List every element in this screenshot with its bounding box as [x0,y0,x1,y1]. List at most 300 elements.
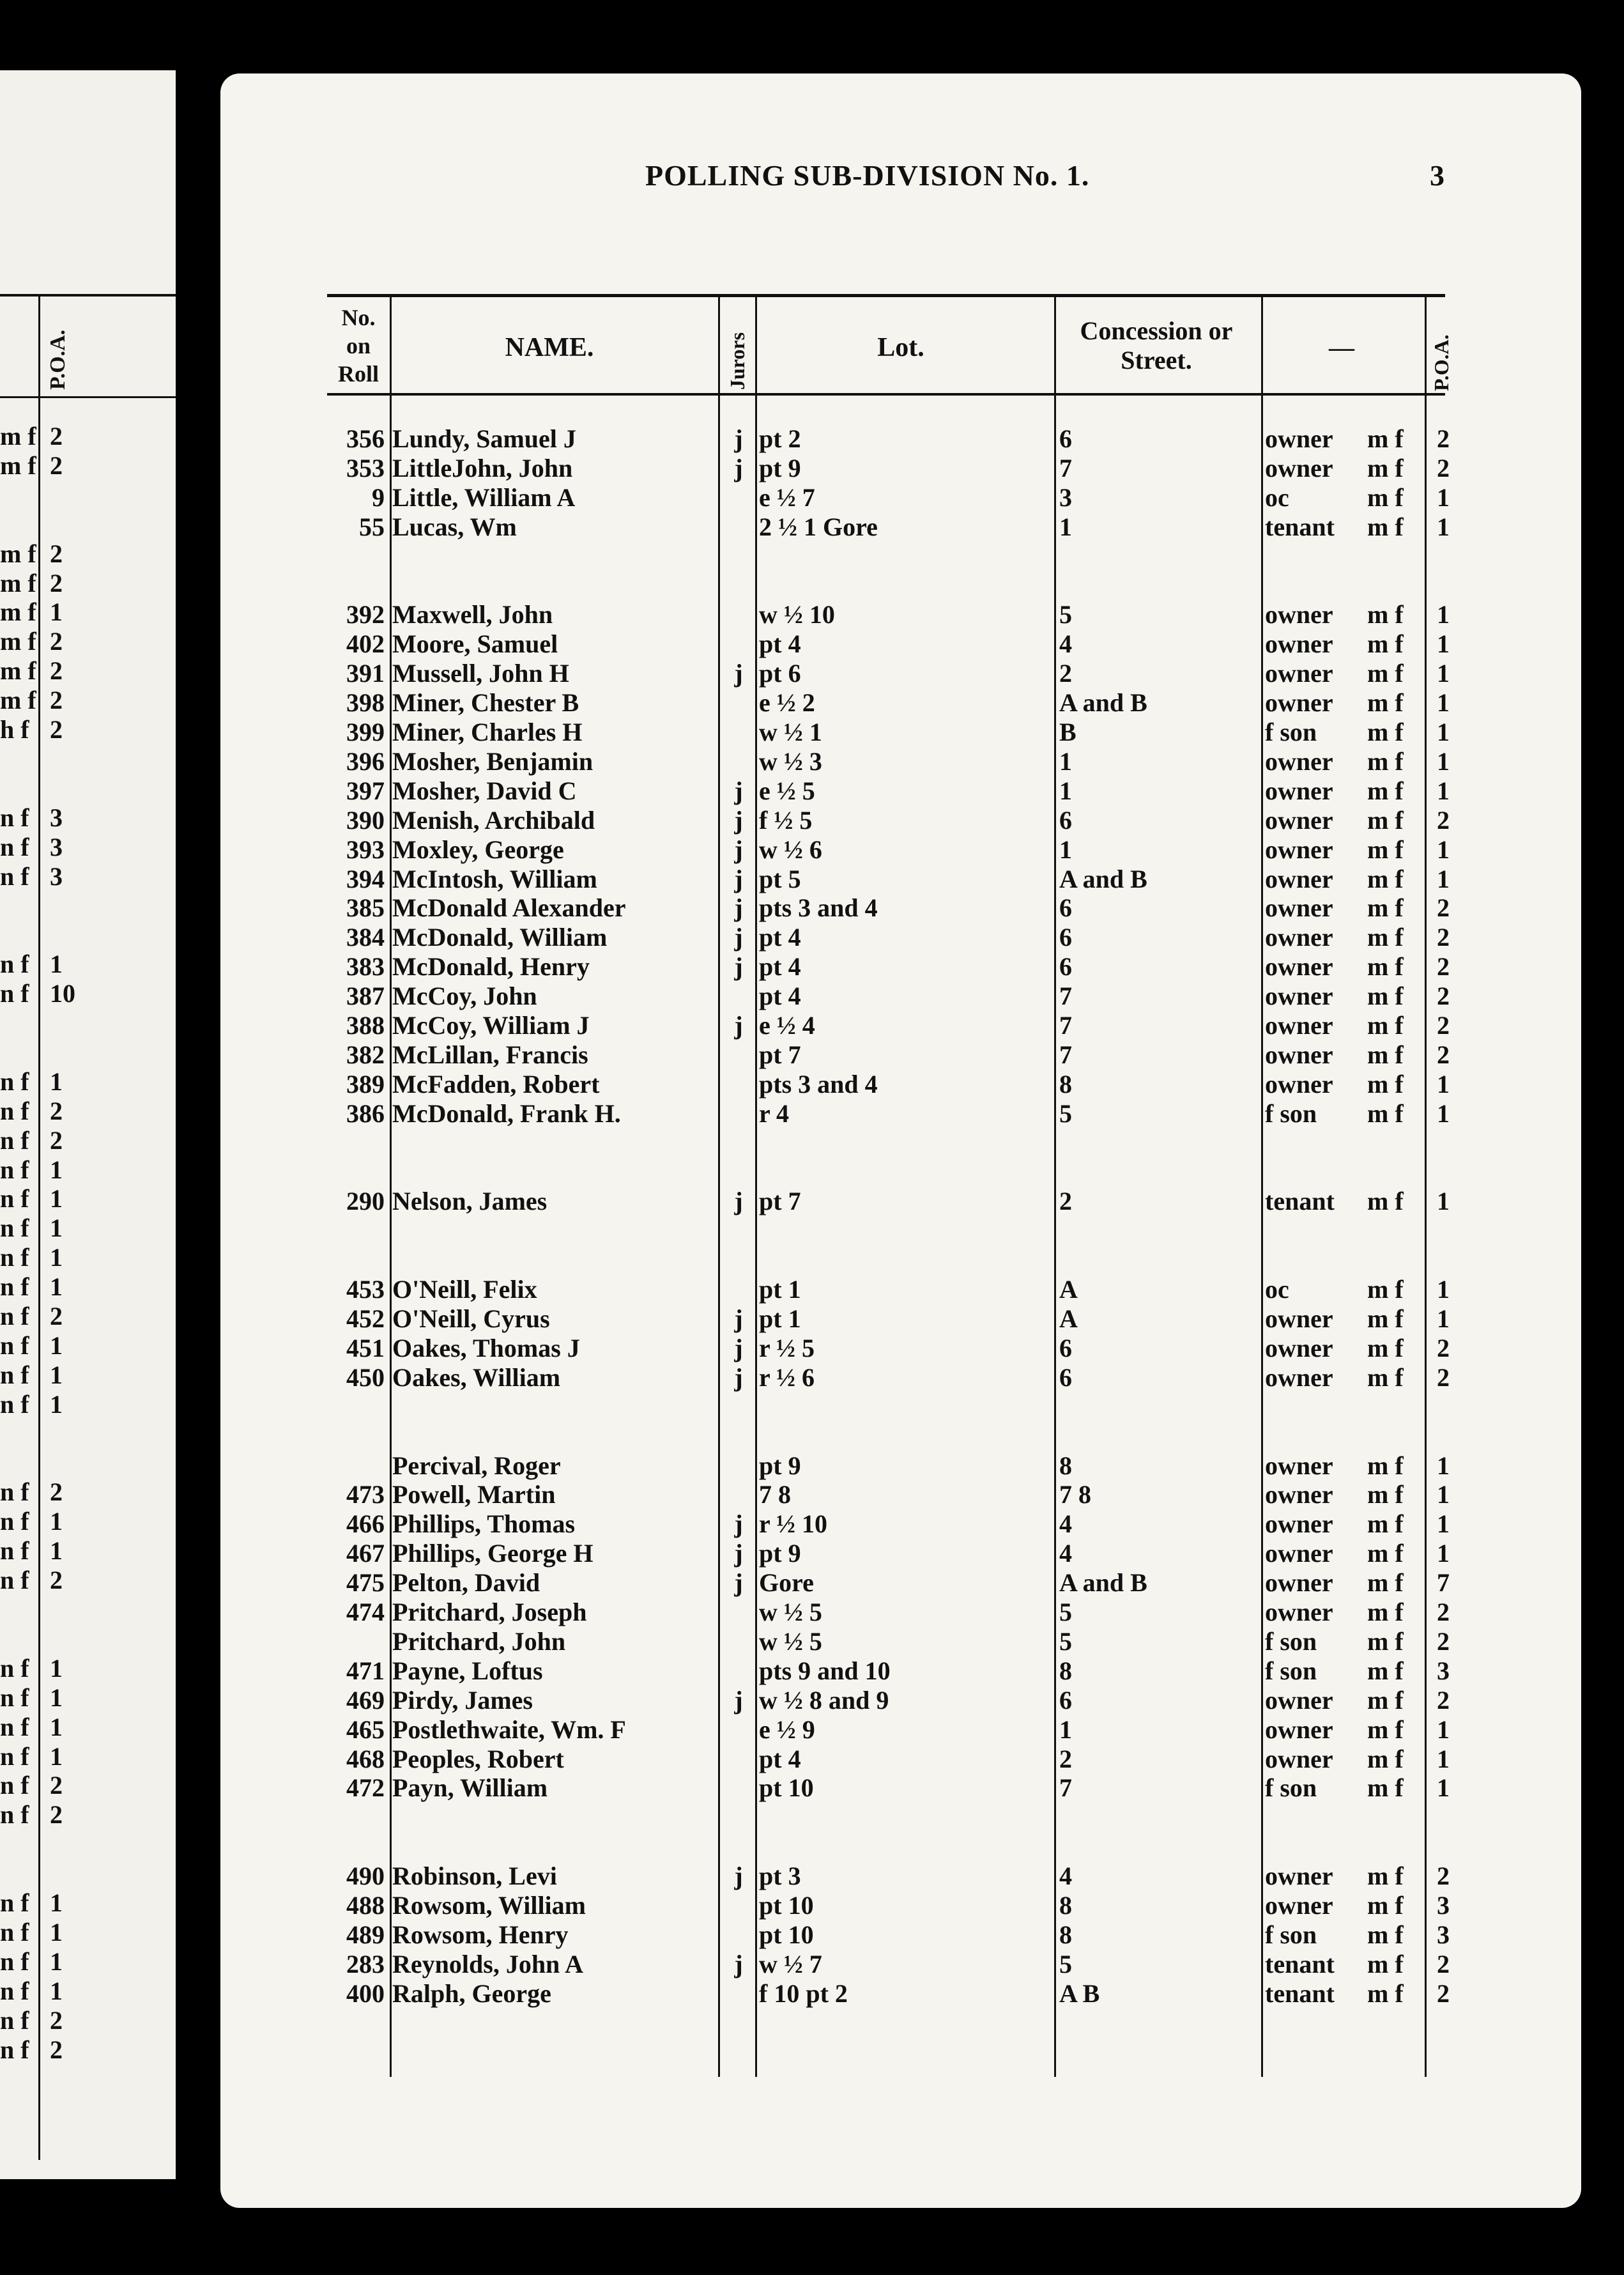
lot: r ½ 5 [759,1333,815,1362]
juror-mark: j [734,659,743,688]
elector-name: Peoples, Robert [392,1744,564,1773]
status: owner [1265,1480,1333,1509]
lot: pt 10 [759,1920,814,1949]
table-row [0,1598,1624,1627]
table-row [0,1891,1624,1920]
status: owner [1265,688,1333,718]
header-status: — [1329,333,1354,362]
lot: pt 1 [759,1304,801,1333]
prev-poa-value: 2 [50,568,63,598]
prev-poa-value: 2 [50,715,63,744]
prev-sex-mark: m f [0,627,36,656]
prev-poa-value: 1 [50,1360,63,1389]
prev-poa-value: 2 [50,1800,63,1830]
status: owner [1265,982,1333,1011]
lot: pts 9 and 10 [759,1656,891,1685]
sex-mark: m f [1367,952,1404,982]
lot: pts 3 and 4 [759,1069,878,1099]
table-top-rule [327,294,1445,297]
elector-name: Moore, Samuel [392,629,558,659]
concession: A and B [1059,864,1147,893]
status: owner [1265,1362,1333,1392]
juror-mark: j [734,835,743,864]
table-row [0,1070,1624,1099]
table-row [0,1653,1624,1686]
concession: 6 [1059,424,1072,453]
prev-poa-value: 2 [50,2035,63,2064]
header-no-on-roll: No. on Roll [337,305,379,387]
elector-name: Moxley, George [392,835,564,864]
roll-number: 468 [346,1744,385,1773]
roll-number: 453 [346,1275,385,1304]
poa-value: 1 [1437,1304,1450,1333]
elector-name: Lundy, Samuel J [392,424,576,453]
lot: w ½ 8 and 9 [759,1685,889,1715]
sex-mark: m f [1367,718,1404,746]
poa-value: 2 [1437,1626,1450,1656]
juror-mark: j [734,1187,743,1216]
poa-value: 2 [1437,1862,1450,1891]
roll-number: 452 [346,1304,385,1333]
table-row-blank [0,1832,1624,1862]
page-title: POLLING SUB-DIVISION No. 1. [645,159,1090,192]
prev-poa-value: 3 [50,803,63,832]
header-lot: Lot. [877,333,924,362]
status: owner [1265,1451,1333,1480]
roll-number: 55 [359,512,385,541]
elector-name: McIntosh, William [392,864,597,893]
table-row [0,1360,1624,1392]
sex-mark: m f [1367,864,1404,893]
concession: 3 [1059,482,1072,512]
sex-mark: m f [1367,746,1404,776]
lot: pt 4 [759,629,801,659]
table-row [0,1568,1624,1598]
elector-name: McLillan, Francis [392,1040,588,1069]
prev-sex-mark: n f [0,1389,29,1419]
table-row [0,629,1624,659]
prev-sex-mark: m f [0,568,36,598]
lot: w ½ 10 [759,600,835,629]
prev-poa-value: 1 [50,1888,63,1917]
sex-mark: m f [1367,1275,1404,1304]
juror-mark: j [734,1539,743,1568]
concession: A [1059,1304,1078,1333]
sex-mark: m f [1367,1685,1404,1715]
concession: 7 [1059,1011,1072,1040]
status: owner [1265,1891,1333,1920]
lot: pt 6 [759,659,801,688]
sex-mark: m f [1367,1333,1404,1362]
table-row [0,1539,1624,1568]
sex-mark: m f [1367,482,1404,512]
table-row [0,1686,1624,1715]
roll-number: 283 [346,1949,385,1978]
status: owner [1265,1568,1333,1598]
prev-poa-value: 2 [50,1125,63,1155]
header-poa: P.O.A. [1430,334,1453,391]
juror-mark: j [734,952,743,982]
lot: e ½ 9 [759,1715,815,1744]
sex-mark: m f [1367,1568,1404,1598]
table-row-blank [0,1803,1624,1832]
lot: w ½ 6 [759,835,822,864]
poa-value: 2 [1437,1362,1450,1392]
sex-mark: m f [1367,776,1404,805]
status: owner [1265,1333,1333,1362]
concession: 6 [1059,805,1072,835]
status: owner [1265,453,1333,482]
table-row-blank [0,542,1624,571]
table-row [0,659,1624,688]
table-row [0,1096,1624,1129]
lot: w ½ 3 [759,746,822,776]
roll-number: 399 [346,718,385,746]
poa-value: 2 [1437,1978,1450,2008]
status: owner [1265,1539,1333,1568]
header-name: NAME. [505,333,594,362]
prev-sex-mark: h f [0,715,29,744]
lot: f 10 pt 2 [759,1978,848,2008]
status: oc [1265,1275,1289,1304]
table-row [0,1712,1624,1745]
poa-value: 1 [1437,1069,1450,1099]
roll-number: 490 [346,1862,385,1891]
prev-page-row [0,2006,176,2035]
prev-sex-mark: n f [0,803,29,832]
status: tenant [1265,512,1335,541]
status: owner [1265,923,1333,952]
roll-number: 396 [346,746,385,776]
elector-name: Pirdy, James [392,1685,533,1715]
juror-mark: j [734,776,743,805]
sex-mark: m f [1367,1451,1404,1480]
concession: 4 [1059,1862,1072,1891]
table-row [0,1745,1624,1774]
prev-poa-value: 1 [50,1067,63,1096]
roll-number: 353 [346,453,385,482]
lot: e ½ 5 [759,776,815,805]
lot: pt 5 [759,864,801,893]
sex-mark: m f [1367,805,1404,835]
concession: 5 [1059,1949,1072,1978]
lot: pt 9 [759,1451,801,1480]
table-row [0,1480,1624,1509]
sex-mark: m f [1367,1656,1404,1685]
lot: pt 2 [759,424,801,453]
prev-sex-mark: n f [0,832,29,861]
concession: A [1059,1275,1078,1304]
roll-number: 450 [346,1362,385,1392]
poa-value: 2 [1437,893,1450,923]
lot: e ½ 7 [759,482,815,512]
sex-mark: m f [1367,1978,1404,2008]
roll-number: 471 [346,1656,385,1685]
table-row [0,776,1624,806]
prev-poa-value: 1 [50,1653,63,1683]
status: tenant [1265,1978,1335,2008]
prev-poa-value: 2 [50,1302,63,1330]
prev-sex-mark: n f [0,1917,29,1947]
prev-sex-mark: n f [0,1330,29,1360]
concession: A B [1059,1978,1100,2008]
table-row [0,982,1624,1011]
concession: 8 [1059,1451,1072,1480]
roll-number: 9 [372,482,385,512]
status: owner [1265,952,1333,982]
status: owner [1265,1304,1333,1333]
concession: 6 [1059,1685,1072,1715]
prev-sex-mark: n f [0,1712,29,1741]
roll-number: 389 [346,1069,385,1099]
sex-mark: m f [1367,1862,1404,1891]
prev-sex-mark: n f [0,861,29,891]
poa-value: 1 [1437,1099,1450,1128]
prev-poa-value: 2 [50,451,63,480]
lot: e ½ 2 [759,688,815,718]
elector-name: Pritchard, Joseph [392,1598,587,1626]
roll-number: 398 [346,688,385,718]
elector-name: Rowsom, Henry [392,1920,569,1949]
status: tenant [1265,1949,1335,1978]
table-row-blank [0,1245,1624,1275]
lot: pt 4 [759,982,801,1011]
status: owner [1265,864,1333,893]
concession: 8 [1059,1891,1072,1920]
sex-mark: m f [1367,1773,1404,1803]
juror-mark: j [734,1011,743,1040]
roll-number: 467 [346,1539,385,1568]
lot: r 4 [759,1099,790,1128]
prev-sex-mark: n f [0,1125,29,1155]
status: f son [1265,1626,1317,1656]
lot: pt 1 [759,1275,801,1304]
concession: 2 [1059,1187,1072,1216]
prev-sex-mark: n f [0,1653,29,1683]
prev-sex-mark: m f [0,539,36,568]
poa-value: 3 [1437,1656,1450,1685]
roll-number: 386 [346,1099,385,1128]
status: owner [1265,805,1333,835]
poa-value: 1 [1437,600,1450,629]
poa-value: 1 [1437,482,1450,512]
table-row [0,454,1624,483]
table-row [0,1275,1624,1304]
sex-mark: m f [1367,1040,1404,1069]
concession: A and B [1059,1568,1147,1598]
prev-poa-value: 10 [50,979,75,1008]
poa-value: 1 [1437,776,1450,805]
poa-value: 1 [1437,512,1450,541]
table-row [0,1917,1624,1950]
table-row [0,1509,1624,1539]
prev-sex-mark: n f [0,1741,29,1771]
elector-name: McDonald, William [392,923,608,952]
roll-number: 393 [346,835,385,864]
poa-value: 2 [1437,453,1450,482]
prev-poa-value: 2 [50,422,63,451]
elector-name: Miner, Charles H [392,718,583,746]
status: f son [1265,718,1317,746]
poa-value: 2 [1437,952,1450,982]
roll-number: 383 [346,952,385,982]
poa-value: 1 [1437,1480,1450,1509]
roll-number: 392 [346,600,385,629]
prev-poa-value: 1 [50,1741,63,1771]
poa-value: 1 [1437,1744,1450,1773]
concession: 7 [1059,982,1072,1011]
elector-name: Oakes, Thomas J [392,1333,580,1362]
poa-value: 2 [1437,1685,1450,1715]
concession: 6 [1059,893,1072,923]
table-row-blank [0,1422,1624,1451]
roll-number: 469 [346,1685,385,1715]
elector-name: McDonald, Henry [392,952,590,982]
table-row [0,865,1624,894]
poa-value: 1 [1437,1773,1450,1803]
prev-sex-mark: n f [0,1184,29,1214]
concession: 5 [1059,1598,1072,1626]
prev-sex-mark: m f [0,451,36,480]
prev-poa-value: 1 [50,1330,63,1360]
sex-mark: m f [1367,424,1404,453]
juror-mark: j [734,1333,743,1362]
prev-poa-value: 3 [50,832,63,861]
concession: 4 [1059,629,1072,659]
prev-sex-mark: m f [0,656,36,686]
juror-mark: j [734,1362,743,1392]
elector-name: Mussell, John H [392,659,569,688]
status: f son [1265,1920,1317,1949]
table-row [0,1187,1624,1216]
prev-poa-value: 1 [50,1683,63,1712]
prev-sex-mark: n f [0,1214,29,1243]
elector-name: Menish, Archibald [392,805,595,835]
lot: Gore [759,1568,814,1598]
sex-mark: m f [1367,893,1404,923]
prev-sex-mark: n f [0,1302,29,1330]
prev-sex-mark: n f [0,1976,29,2005]
prev-sex-mark: m f [0,686,36,715]
sex-mark: m f [1367,923,1404,952]
sex-mark: m f [1367,835,1404,864]
table-row [0,1950,1624,1979]
elector-name: McCoy, John [392,982,537,1011]
concession: 7 8 [1059,1480,1091,1509]
elector-name: McFadden, Robert [392,1069,600,1099]
roll-number: 382 [346,1040,385,1069]
header-concession: Concession or Street. [1080,316,1233,374]
poa-value: 1 [1437,864,1450,893]
elector-name: Rowsom, William [392,1891,586,1920]
table-row [0,1862,1624,1891]
concession: 1 [1059,746,1072,776]
lot: 2 ½ 1 Gore [759,512,878,541]
roll-number: 400 [346,1978,385,2008]
table-row [0,923,1624,952]
elector-name: McDonald, Frank H. [392,1099,621,1128]
status: f son [1265,1656,1317,1685]
lot: w ½ 5 [759,1626,822,1656]
sex-mark: m f [1367,1949,1404,1978]
poa-value: 1 [1437,659,1450,688]
elector-name: Pritchard, John [392,1626,566,1656]
roll-number: 387 [346,982,385,1011]
concession: 6 [1059,1333,1072,1362]
table-row [0,832,1624,865]
concession: A and B [1059,688,1147,718]
lot: pt 9 [759,1539,801,1568]
elector-name: Lucas, Wm [392,512,517,541]
prev-sex-mark: n f [0,2035,29,2064]
concession: 2 [1059,659,1072,688]
concession: 6 [1059,923,1072,952]
elector-name: O'Neill, Felix [392,1275,537,1304]
sex-mark: m f [1367,1539,1404,1568]
poa-value: 2 [1437,805,1450,835]
lot: pt 9 [759,453,801,482]
table-row-blank [0,1216,1624,1245]
roll-number: 390 [346,805,385,835]
elector-name: Payne, Loftus [392,1656,543,1685]
table-row [0,1627,1624,1656]
concession: 2 [1059,1744,1072,1773]
concession: 4 [1059,1539,1072,1568]
sex-mark: m f [1367,1509,1404,1539]
roll-number: 489 [346,1920,385,1949]
roll-number: 402 [346,629,385,659]
table-row [0,718,1624,747]
poa-value: 1 [1437,718,1450,746]
poa-value: 1 [1437,746,1450,776]
prev-poa-header: P.O.A. [46,329,70,390]
prev-poa-value: 1 [50,1947,63,1976]
table-row [0,424,1624,454]
sex-mark: m f [1367,659,1404,688]
concession: B [1059,718,1076,746]
sex-mark: m f [1367,1891,1404,1920]
concession: 6 [1059,952,1072,982]
status: owner [1265,776,1333,805]
table-row-blank [0,1129,1624,1158]
sex-mark: m f [1367,1304,1404,1333]
roll-number: 391 [346,659,385,688]
poa-value: 2 [1437,1598,1450,1626]
juror-mark: j [734,453,743,482]
table-row [0,1976,1624,2009]
poa-value: 1 [1437,1539,1450,1568]
lot: pt 7 [759,1187,801,1216]
poa-value: 3 [1437,1920,1450,1949]
table-row [0,483,1624,513]
status: oc [1265,482,1289,512]
prev-poa-value: 1 [50,1214,63,1243]
roll-number: 384 [346,923,385,952]
sex-mark: m f [1367,600,1404,629]
lot: pts 3 and 4 [759,893,878,923]
prev-poa-value: 1 [50,1712,63,1741]
sex-mark: m f [1367,629,1404,659]
table-row [0,688,1624,718]
elector-name: Phillips, Thomas [392,1509,576,1539]
status: owner [1265,746,1333,776]
poa-value: 1 [1437,1275,1450,1304]
prev-sex-mark: n f [0,1477,29,1507]
status: owner [1265,600,1333,629]
lot: f ½ 5 [759,805,813,835]
prev-sex-mark: n f [0,1888,29,1917]
sex-mark: m f [1367,453,1404,482]
